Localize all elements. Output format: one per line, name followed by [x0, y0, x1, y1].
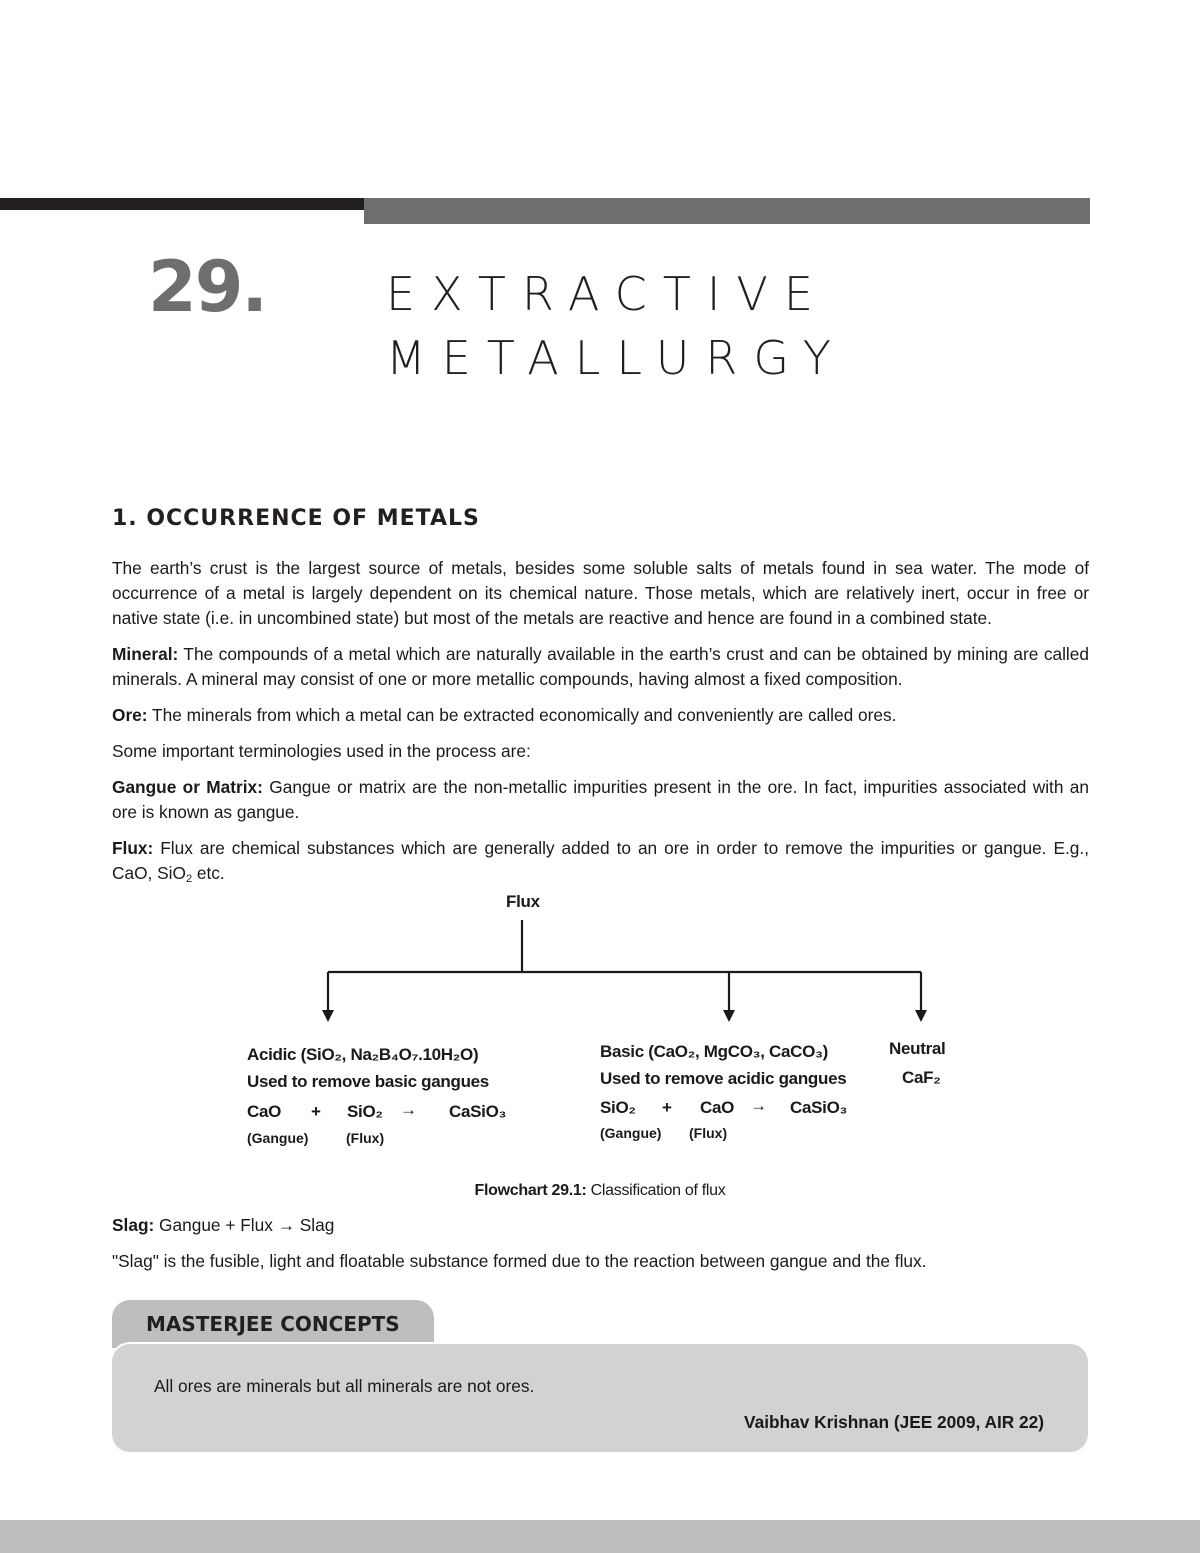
basic-reactant-2: CaO — [700, 1098, 735, 1117]
flux-end: etc. — [192, 863, 225, 883]
slag-equation-line — [112, 1215, 334, 1236]
acidic-title: Acidic (SiO₂, Na₂B₄O₇.10H₂O) — [247, 1045, 479, 1064]
basic-reactant-1: SiO₂ — [600, 1098, 636, 1117]
terminology-paragraph: Some important terminologies used in the process are: — [112, 741, 531, 761]
section-body — [112, 556, 1089, 897]
chapter-title-line2: METALLURGY — [386, 331, 847, 385]
header-bar-dark — [0, 198, 364, 210]
footer-bar — [0, 1520, 1200, 1553]
slag-definition: "Slag" is the fusible, light and floatable substance formed due to the reaction between gangue and the flux. — [112, 1251, 927, 1271]
section-heading: 1. OCCURRENCE OF METALS — [112, 506, 480, 531]
masterjee-box — [110, 1342, 1090, 1454]
acidic-reactant-2: SiO₂ — [347, 1102, 383, 1121]
basic-title: Basic (CaO₂, MgCO₃, CaCO₃) — [600, 1042, 829, 1061]
basic-plus: + — [662, 1098, 672, 1117]
mineral-paragraph — [112, 642, 1089, 692]
header-bar-grey — [364, 198, 1090, 224]
basic-product: CaSiO₃ — [790, 1098, 848, 1117]
flux-text: Flux are chemical substances which are generally added to an ore in order to remove the impurities or gangue. E.g., CaO, SiO — [112, 838, 1089, 883]
ore-term: Ore: — [112, 705, 148, 725]
acidic-arrowhead — [322, 1010, 334, 1022]
masterjee-author: Vaibhav Krishnan (JEE 2009, AIR 22) — [744, 1412, 1044, 1432]
flowchart-root: Flux — [506, 892, 540, 911]
masterjee-label: MASTERJEE CONCEPTS — [146, 1312, 400, 1336]
gangue-term: Gangue or Matrix: — [112, 777, 263, 797]
basic-label-gangue: (Gangue) — [600, 1125, 662, 1141]
masterjee-text: All ores are minerals but all minerals are not ores. — [154, 1376, 535, 1396]
acidic-arrow: → — [400, 1100, 417, 1119]
neutral-arrowhead — [915, 1010, 927, 1022]
caption-label: Flowchart 29.1: — [474, 1182, 587, 1199]
basic-use: Used to remove acidic gangues — [600, 1069, 847, 1088]
neutral-example: CaF₂ — [902, 1068, 941, 1087]
basic-label-flux: (Flux) — [689, 1125, 728, 1141]
acidic-product: CaSiO₃ — [449, 1102, 507, 1121]
flowchart-caption — [0, 1182, 1200, 1200]
slag-term: Slag: — [112, 1215, 155, 1235]
chapter-number: 29. — [148, 246, 267, 328]
acidic-use: Used to remove basic gangues — [247, 1072, 489, 1091]
neutral-title: Neutral — [889, 1039, 946, 1058]
gangue-text: Gangue or matrix are the non-metallic impurities present in the ore. In fact, impurities associated with an ore is known as gangue. — [112, 777, 1089, 822]
acidic-label-flux: (Flux) — [346, 1130, 385, 1146]
acidic-label-gangue: (Gangue) — [247, 1130, 309, 1146]
caption-text: Classification of flux — [586, 1182, 726, 1199]
ore-text: The minerals from which a metal can be extracted economically and conveniently are called ores. — [147, 705, 897, 725]
chapter-title-line1: EXTRACTIVE — [386, 267, 829, 321]
flux-term: Flux: — [112, 838, 154, 858]
acidic-reactant-1: CaO — [247, 1102, 282, 1121]
gangue-paragraph — [112, 775, 1089, 825]
basic-arrow: → — [750, 1096, 767, 1115]
ore-paragraph — [112, 703, 1089, 728]
intro-paragraph: The earth’s crust is the largest source of metals, besides some soluble salts of metals found in sea water. The mode of occurrence of a metal is largely dependent on its chemical nature. Those metals, which are relatively inert, occur in free or native state (i.e. in uncombined state) but most of the metals are reactive and hence are found in a combined state. — [112, 558, 1089, 628]
basic-arrowhead — [723, 1010, 735, 1022]
mineral-text: The compounds of a metal which are naturally available in the earth’s crust and can be obtained by mining are called minerals. A mineral may consist of one or more metallic compounds, having almost a fixed composition. — [112, 644, 1089, 689]
mineral-term: Mineral: — [112, 644, 179, 664]
flux-paragraph — [112, 836, 1089, 886]
flux-subscript: 2 — [185, 873, 193, 885]
chapter-title — [386, 262, 847, 390]
slag-equation: Gangue + Flux → Slag — [154, 1215, 335, 1235]
acidic-plus: + — [311, 1102, 321, 1121]
